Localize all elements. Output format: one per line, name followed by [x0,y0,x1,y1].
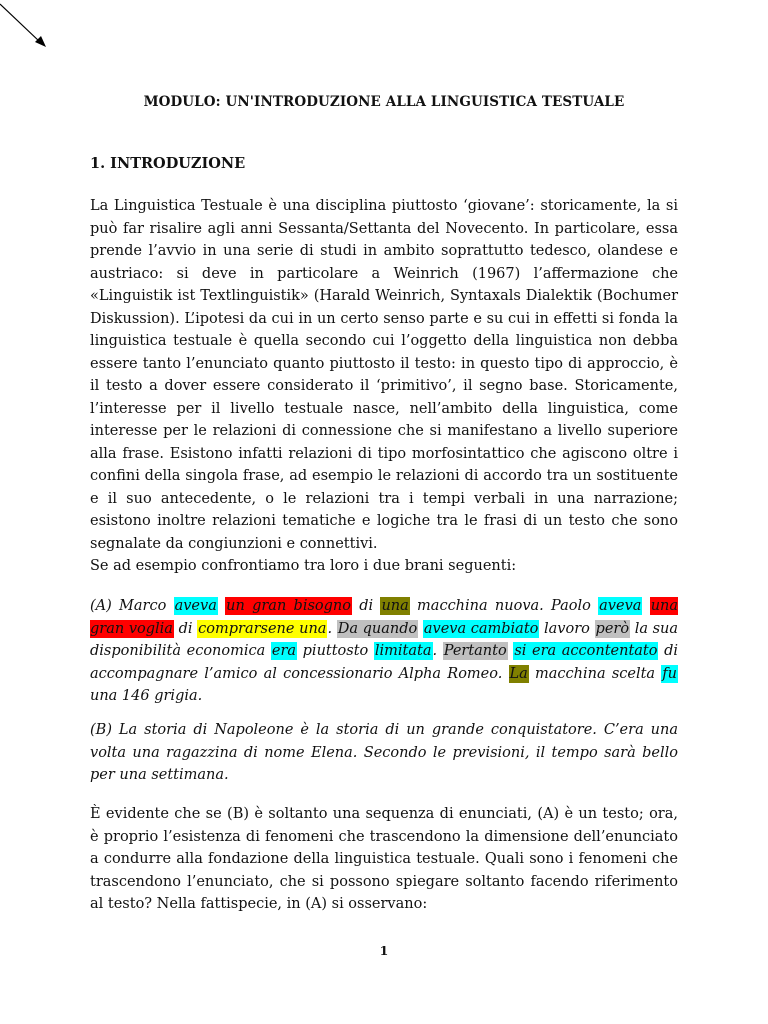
example-a-text: di [173,620,198,637]
highlight-red: un gran bisogno [226,598,351,614]
example-a-text: . [327,620,337,637]
highlight-gray: Pertanto [443,643,507,659]
highlight-cyan: fu [662,665,677,682]
paragraph-example-intro: Se ad esempio confrontiamo tra loro i due brani seguenti: [90,558,517,574]
example-a [90,595,678,708]
example-a-text: piuttosto [297,643,374,659]
example-a-text: . [432,643,443,659]
page-number: 1 [379,943,389,958]
document-title: MODULO: UN'INTRODUZIONE ALLA LINGUISTICA TESTUALE [143,94,625,110]
highlight-cyan: si era accontentato [514,643,658,659]
example-a-text [642,598,649,614]
highlight-cyan: aveva [599,598,642,614]
highlight-yellow: comprarsene una [198,620,327,637]
highlight-gray: però [595,620,630,637]
highlight-olive: una [381,598,409,614]
highlight-cyan: era [271,643,297,659]
paragraph-introduction: La Linguistica Testuale è una disciplina piuttosto ‘giovane’: storicamente, la si può far risalire agli anni Sessanta/Settanta del Novecento. In particolare, essa prende l’avvio in una serie di studi in ambito soprattutto tedesco, olandese e austriaco: si deve in particolare a Weinrich (1967) l’affermazione che «Linguistik ist Textlinguistik» (Harald Weinrich, Syntaxals Dialektik (Bochumer Diskussion). L’ipotesi da cui in un certo senso parte e su cui in effetti si fonda la linguistica testuale è quella secondo cui l’oggetto della linguistica non debba essere tanto l’enunciato quanto piuttosto il testo: in questo tipo di approccio, è il testo a dover essere considerato il ‘primitivo’, il segno base. Storicamente, l’interesse per il livello testuale nasce, nell’ambito della linguistica, come interesse per le relazioni di connessione che si manifestano a livello superiore alla frase. Esistono infatti relazioni di tipo morfosintattico che agiscono oltre i confini della singola frase, ad esempio le relazioni di accordo tra un sostituente e il suo antecedente, o le relazioni tra i tempi verbali in una narrazione; esistono inoltre relazioni tematiche e logiche tra le frasi di un testo che sono segnalate da congiunzioni e connettivi. [90,198,678,552]
example-a-text: lavoro [539,620,595,637]
example-a-text: di [352,598,381,614]
paragraph-conclusion: È evidente che se (B) è soltanto una sequenza di enunciati, (A) è un testo; ora, è proprio l’esistenza di fenomeni che trascendono la dimensione dell’enunciato a condurre alla fondazione della linguistica testuale. Quali sono i fenomeni che trascendono l’enunciato, che si possono spiegare soltanto facendo riferimento al testo? Nella fattispecie, in (A) si osservano: [90,806,678,912]
highlight-cyan: aveva cambiato [423,620,539,637]
arrow-cursor-icon [0,0,50,50]
example-a-text: di accompagnare l’amico al concessionario Alpha Romeo. [90,643,679,682]
example-a-text: macchina scelta [528,665,662,682]
example-b: (B) La storia di Napoleone è la storia di un grande conquistatore. C’era una volta una ragazzina di nome Elena. Secondo le previsioni, il tempo sarà bello per una settimana. [90,722,678,783]
example-a-text: (A) Marco [90,598,174,614]
section-heading: 1. INTRODUZIONE [90,155,246,172]
highlight-cyan: aveva [174,598,217,614]
highlight-olive: La [509,665,528,682]
highlight-gray: Da quando [337,620,418,637]
example-a-text: la sua disponibilità economica [90,620,679,659]
highlight-red: una gran voglia [90,598,679,637]
highlight-cyan: limitata [374,643,432,659]
example-a-text: macchina nuova. Paolo [409,598,599,614]
example-a-text: una 146 grigia. [90,688,203,704]
